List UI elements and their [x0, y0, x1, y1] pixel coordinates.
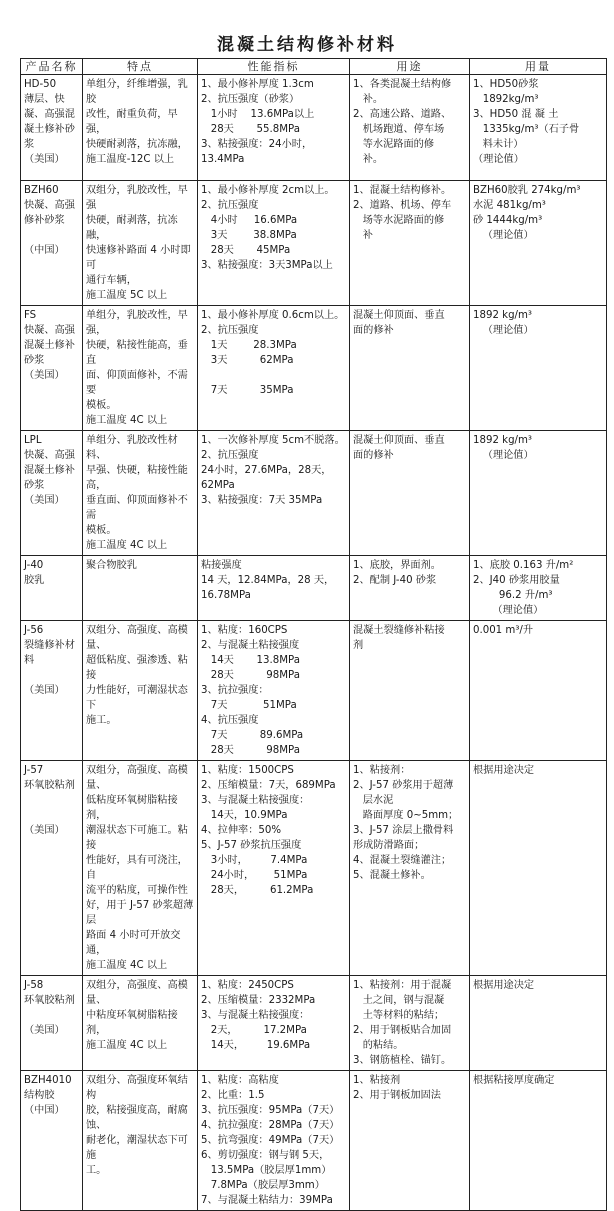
- uses-line: 的粘结。: [353, 1040, 404, 1051]
- product-name-line: BZH4010: [24, 1075, 72, 1086]
- features-line: 快速修补路面 4 小时即可: [86, 245, 191, 271]
- header-product-name: 产品名称: [21, 59, 83, 75]
- specs-line: 4小时 16.6MPa: [201, 215, 298, 226]
- features-line: 模板。: [86, 525, 117, 536]
- cell-features: [83, 556, 198, 621]
- amount-line: 料未计）: [473, 139, 524, 150]
- features-line: 施工温度 5C 以上: [86, 290, 168, 301]
- product-name-line: 环氧胶粘剂: [24, 995, 75, 1006]
- features-line: 施工。: [86, 715, 117, 726]
- cell-features: [83, 1071, 198, 1211]
- amount-line: 96.2 升/m³: [473, 590, 553, 601]
- specs-line: 14天， 19.6MPa: [201, 1040, 311, 1051]
- table-row: [21, 621, 607, 761]
- features-line: 快硬，粘接性能高，垂直: [86, 340, 188, 366]
- amount-line: （理论值）: [473, 154, 524, 165]
- product-name-line: 凝、高强混: [24, 109, 75, 120]
- cell-features: [83, 75, 198, 181]
- uses-line: 2、用于钢板贴合加固: [353, 1025, 452, 1036]
- product-name-line: BZH60: [24, 185, 59, 196]
- cell-features: [83, 431, 198, 556]
- features-line: 中粘度环氧树脂粘接剂，: [86, 1010, 178, 1036]
- features-line: 施工温度 4C 以上: [86, 540, 168, 551]
- amount-line: BZH60胶乳 274kg/m³: [473, 185, 581, 196]
- features-line: 单组分、乳胶改性材料、: [86, 435, 178, 461]
- specs-line: 2、抗压强度: [201, 450, 259, 461]
- specs-line: 3、粘接强度：24小时，13.4MPa: [201, 139, 313, 165]
- page-title: 混凝土结构修补材料: [217, 35, 397, 55]
- specs-line: 24小时，27.6MPa，28天，62MPa: [201, 465, 332, 491]
- product-name-line: FS: [24, 310, 37, 321]
- product-name-line: （美国）: [24, 685, 65, 696]
- cell-product-name: [21, 1071, 83, 1211]
- features-line: 垂直面、仰顶面修补不需: [86, 495, 188, 521]
- cell-product-name: [21, 181, 83, 306]
- uses-line: 2、J-57 砂浆用于超薄: [353, 780, 454, 791]
- product-name-line: 混凝土修补: [24, 340, 75, 351]
- specs-line: 28天 98MPa: [201, 670, 300, 681]
- specs-line: 14天 13.8MPa: [201, 655, 300, 666]
- specs-line: 3、抗压强度：95MPa（7天）: [201, 1105, 340, 1116]
- product-name-line: 快凝、高强: [24, 325, 75, 336]
- features-line: 模板。: [86, 400, 117, 411]
- cell-amount: [470, 621, 607, 761]
- features-line: 快硬，耐剥落，抗冻融，: [86, 215, 178, 241]
- specs-line: 2、抗压强度: [201, 200, 259, 211]
- specs-line: 7天 89.6MPa: [201, 730, 304, 741]
- specs-line: [201, 368, 346, 383]
- product-name-line: J-58: [24, 980, 44, 991]
- uses-line: 混凝土仰顶面、垂直: [353, 435, 445, 446]
- specs-line: 5、J-57 砂浆抗压强度: [201, 840, 302, 851]
- product-name-line: [24, 1008, 79, 1023]
- product-name-line: [24, 808, 79, 823]
- amount-line: 砂 1444kg/m³: [473, 215, 543, 226]
- specs-line: 2、抗压强度: [201, 325, 259, 336]
- uses-line: 形成防滑路面；: [353, 840, 425, 851]
- amount-line: 根据用途决定: [473, 980, 535, 991]
- specs-line: 2、比重：1.5: [201, 1090, 265, 1101]
- cell-uses: [350, 181, 470, 306]
- features-line: 路面 4 小时可开放交通，: [86, 930, 181, 956]
- uses-line: 补: [353, 230, 373, 241]
- features-line: 低粘度环氧树脂粘接剂，: [86, 795, 178, 821]
- table-row: [21, 761, 607, 976]
- product-name-line: （美国）: [24, 154, 65, 165]
- specs-line: 3、粘接强度：7天 35MPa: [201, 495, 323, 506]
- features-line: 聚合物胶乳: [86, 560, 137, 571]
- features-line: 通行车辆，: [86, 275, 137, 286]
- amount-line: 1892kg/m³: [473, 94, 539, 105]
- specs-line: 3天 38.8MPa: [201, 230, 297, 241]
- specs-line: 28天 45MPa: [201, 245, 291, 256]
- specs-line: 24小时， 51MPa: [201, 870, 308, 881]
- cell-product-name: [21, 75, 83, 181]
- cell-specs: [198, 306, 350, 431]
- cell-product-name: [21, 621, 83, 761]
- cell-features: [83, 761, 198, 976]
- uses-line: 4、混凝土裂缝灌注；: [353, 855, 452, 866]
- specs-line: 2、压缩模量：2332MPa: [201, 995, 316, 1006]
- uses-line: 1、粘接剂：: [353, 765, 411, 776]
- features-line: 单组分，纤维增强，乳胶: [86, 79, 188, 105]
- cell-specs: [198, 1071, 350, 1211]
- cell-amount: [470, 976, 607, 1071]
- uses-line: 1、各类混凝土结构修: [353, 79, 452, 90]
- uses-line: 面的修补: [353, 325, 394, 336]
- uses-line: 2、道路、机场、停车: [353, 200, 452, 211]
- cell-amount: [470, 556, 607, 621]
- uses-line: 土等材料的粘结；: [353, 1010, 445, 1021]
- specs-line: 1、粘度：160CPS: [201, 625, 288, 636]
- features-line: 双组分，高强度、高模量、: [86, 765, 188, 791]
- amount-line: 1、HD50砂浆: [473, 79, 539, 90]
- uses-line: 场等水泥路面的修: [353, 215, 445, 226]
- amount-line: （理论值）: [473, 325, 534, 336]
- features-line: 改性，耐重负荷，早强，: [86, 109, 178, 135]
- product-name-line: [24, 793, 79, 808]
- specs-line: 1、最小修补厚度 0.6cm以上。: [201, 310, 345, 321]
- features-line: 双组分，乳胶改性，早强: [86, 185, 188, 211]
- cell-specs: [198, 181, 350, 306]
- specs-line: 1、粘度：1500CPS: [201, 765, 294, 776]
- uses-line: 面的修补: [353, 450, 394, 461]
- header-uses: 用途: [350, 59, 470, 75]
- specs-line: 3小时， 7.4MPa: [201, 855, 308, 866]
- amount-line: （理论值）: [473, 230, 534, 241]
- product-name-line: （美国）: [24, 370, 65, 381]
- cell-amount: [470, 431, 607, 556]
- specs-line: 1、粘度：2450CPS: [201, 980, 294, 991]
- specs-line: 粘接强度: [201, 560, 242, 571]
- cell-specs: [198, 431, 350, 556]
- cell-product-name: [21, 761, 83, 976]
- materials-table: [20, 58, 607, 1211]
- uses-line: 1、底胶，界面剂。: [353, 560, 441, 571]
- amount-line: 1892 kg/m³: [473, 435, 532, 446]
- specs-line: 3、与混凝土粘接强度：: [201, 795, 310, 806]
- features-line: 单组分，乳胶改性，早强，: [86, 310, 188, 336]
- specs-line: 3、抗拉强度：: [201, 685, 269, 696]
- features-line: 早强、快硬，粘接性能高，: [86, 465, 188, 491]
- cell-features: [83, 306, 198, 431]
- product-name-line: （中国）: [24, 1105, 65, 1116]
- cell-uses: [350, 306, 470, 431]
- features-line: 流平的粘度，可操作性: [86, 885, 188, 896]
- cell-amount: [470, 181, 607, 306]
- product-name-line: [24, 228, 79, 243]
- uses-line: 3、J-57 涂层上撒骨料: [353, 825, 454, 836]
- specs-line: 1天 28.3MPa: [201, 340, 297, 351]
- features-line: 胶，粘接强度高，耐腐蚀、: [86, 1105, 188, 1131]
- product-name-line: J-56: [24, 625, 44, 636]
- cell-specs: [198, 976, 350, 1071]
- specs-line: 14天，10.9MPa: [201, 810, 288, 821]
- uses-line: 混凝土仰顶面、垂直: [353, 310, 445, 321]
- uses-line: 路面厚度 0~5mm；: [353, 810, 459, 821]
- product-name-line: 料: [24, 655, 35, 666]
- specs-line: 28天， 61.2MPa: [201, 885, 314, 896]
- uses-line: 5、混凝土修补。: [353, 870, 431, 881]
- product-name-line: （美国）: [24, 825, 65, 836]
- features-line: 潮湿状态下可施工。粘接: [86, 825, 188, 851]
- specs-line: 2、与混凝土粘接强度: [201, 640, 300, 651]
- table-row: [21, 181, 607, 306]
- cell-product-name: [21, 976, 83, 1071]
- cell-features: [83, 976, 198, 1071]
- uses-line: 补。: [353, 94, 384, 105]
- features-line: 面、仰顶面修补，不需要: [86, 370, 188, 396]
- features-line: 工。: [86, 1165, 107, 1176]
- product-name-line: 凝土修补砂: [24, 124, 75, 135]
- specs-line: 1小时 13.6MPa以上: [201, 109, 315, 120]
- cell-uses: [350, 976, 470, 1071]
- product-name-line: 胶乳: [24, 575, 45, 586]
- uses-line: 1、粘接剂: [353, 1075, 401, 1086]
- specs-line: 5、抗弯强度：49MPa（7天）: [201, 1135, 340, 1146]
- uses-line: 补。: [353, 154, 384, 165]
- product-name-line: [24, 668, 79, 683]
- cell-specs: [198, 761, 350, 976]
- cell-specs: [198, 556, 350, 621]
- cell-uses: [350, 431, 470, 556]
- features-line: 力性能好，可潮湿状态下: [86, 685, 188, 711]
- specs-line: 14 天，12.84MPa，28 天，: [201, 575, 335, 586]
- table-row: [21, 976, 607, 1071]
- features-line: 双组分，高强度、高模量、: [86, 980, 188, 1006]
- specs-line: 1、一次修补厚度 5cm不脱落。: [201, 435, 345, 446]
- amount-line: 根据粘接厚度确定: [473, 1075, 555, 1086]
- cell-product-name: [21, 431, 83, 556]
- cell-amount: [470, 761, 607, 976]
- product-name-line: LPL: [24, 435, 42, 446]
- cell-features: [83, 181, 198, 306]
- uses-line: 等水泥路面的修: [353, 139, 435, 150]
- cell-uses: [350, 556, 470, 621]
- amount-line: 2、J40 砂浆用胶量: [473, 575, 560, 586]
- product-name-line: （美国）: [24, 495, 65, 506]
- product-name-line: 快凝、高强: [24, 200, 75, 211]
- header-features: 特点: [83, 59, 198, 75]
- product-name-line: 混凝土修补: [24, 465, 75, 476]
- specs-line: 7天 51MPa: [201, 700, 297, 711]
- table-row: [21, 556, 607, 621]
- features-line: 耐老化，潮湿状态下可施: [86, 1135, 188, 1161]
- specs-line: 7、与混凝土粘结力：39MPa: [201, 1195, 333, 1206]
- product-name-line: 浆: [24, 139, 35, 150]
- amount-line: （理论值）: [473, 605, 544, 616]
- cell-specs: [198, 75, 350, 181]
- cell-product-name: [21, 306, 83, 431]
- uses-line: 剂: [353, 640, 364, 651]
- specs-line: 28天 98MPa: [201, 745, 300, 756]
- product-name-line: （中国）: [24, 245, 65, 256]
- cell-product-name: [21, 556, 83, 621]
- features-line: 双组分、高强度环氧结构: [86, 1075, 188, 1101]
- amount-line: 1、底胶 0.163 升/m²: [473, 560, 574, 571]
- product-name-line: 砂浆: [24, 355, 45, 366]
- specs-line: 6、剪切强度：钢与钢 5天，: [201, 1150, 330, 1161]
- amount-line: （理论值）: [473, 450, 534, 461]
- cell-features: [83, 621, 198, 761]
- features-line: 快硬耐剥落，抗冻融，: [86, 139, 188, 150]
- table-body: [21, 75, 607, 1211]
- table-row: [21, 306, 607, 431]
- specs-line: 1、最小修补厚度 1.3cm: [201, 79, 314, 90]
- cell-uses: [350, 621, 470, 761]
- product-name-line: 砂浆: [24, 480, 45, 491]
- specs-line: 4、拉伸率：50%: [201, 825, 282, 836]
- uses-line: 2、用于钢板加固法: [353, 1090, 441, 1101]
- specs-line: 28天 55.8MPa: [201, 124, 300, 135]
- header-specs: 性能指标: [198, 59, 350, 75]
- product-name-line: 结构胶: [24, 1090, 55, 1101]
- product-name-line: 快凝、高强: [24, 450, 75, 461]
- cell-specs: [198, 621, 350, 761]
- table-row: [21, 431, 607, 556]
- specs-line: 16.78MPa: [201, 590, 251, 601]
- specs-line: 3、与混凝土粘接强度：: [201, 1010, 310, 1021]
- cell-uses: [350, 1071, 470, 1211]
- specs-line: 7.8MPa（胶层厚3mm）: [201, 1180, 325, 1191]
- uses-line: 层水泥: [353, 795, 394, 806]
- product-name-line: 裂缝修补材: [24, 640, 75, 651]
- features-line: 施工温度 4C 以上: [86, 960, 168, 971]
- uses-line: 1、粘接剂：用于混凝: [353, 980, 452, 991]
- specs-line: 7天 35MPa: [201, 385, 294, 396]
- cell-uses: [350, 75, 470, 181]
- specs-line: 3天 62MPa: [201, 355, 294, 366]
- table-row: [21, 75, 607, 181]
- features-line: 施工温度 4C 以上: [86, 1040, 168, 1051]
- cell-uses: [350, 761, 470, 976]
- product-name-line: 薄层、快: [24, 94, 65, 105]
- cell-amount: [470, 75, 607, 181]
- specs-line: 3、粘接强度：3天3MPa以上: [201, 260, 333, 271]
- uses-line: 2、配制 J-40 砂浆: [353, 575, 437, 586]
- features-line: 好，用于 J-57 砂浆超薄层: [86, 900, 194, 926]
- amount-line: 0.001 m³/升: [473, 625, 534, 636]
- features-line: 双组分、高强度、高模量、: [86, 625, 188, 651]
- uses-line: 2、高速公路、道路、: [353, 109, 452, 120]
- uses-line: 1、混凝土结构修补。: [353, 185, 452, 196]
- specs-line: 4、抗拉强度：28MPa（7天）: [201, 1120, 340, 1131]
- specs-line: 13.5MPa（胶层厚1mm）: [201, 1165, 332, 1176]
- specs-line: 1、粘度：高粘度: [201, 1075, 279, 1086]
- amount-line: 3、HD50 混 凝 土: [473, 109, 559, 120]
- features-line: 超低粘度、强渗透、粘接: [86, 655, 188, 681]
- cell-amount: [470, 306, 607, 431]
- cell-amount: [470, 1071, 607, 1211]
- uses-line: 混凝土裂缝修补粘接: [353, 625, 445, 636]
- product-name-line: （美国）: [24, 1025, 65, 1036]
- amount-line: 根据用途决定: [473, 765, 535, 776]
- product-name-line: HD-50: [24, 79, 57, 90]
- amount-line: 1335kg/m³（石子骨: [473, 124, 580, 135]
- specs-line: 1、最小修补厚度 2cm以上。: [201, 185, 335, 196]
- table-header-row: [21, 59, 607, 75]
- product-name-line: J-40: [24, 560, 44, 571]
- product-name-line: J-57: [24, 765, 44, 776]
- table-row: [21, 1071, 607, 1211]
- features-line: 施工温度 4C 以上: [86, 415, 168, 426]
- product-name-line: 修补砂浆: [24, 215, 65, 226]
- amount-line: 1892 kg/m³: [473, 310, 532, 321]
- uses-line: 3、钢筋植栓、锚钉。: [353, 1055, 452, 1066]
- specs-line: 2、压缩模量：7天，689MPa: [201, 780, 336, 791]
- header-amount: 用量: [470, 59, 607, 75]
- specs-line: 2天， 17.2MPa: [201, 1025, 307, 1036]
- uses-line: 土之间，钢与混凝: [353, 995, 445, 1006]
- specs-line: 2、抗压强度（砂浆）: [201, 94, 300, 105]
- uses-line: 机场跑道、停车场: [353, 124, 445, 135]
- product-name-line: 环氧胶粘剂: [24, 780, 75, 791]
- specs-line: 4、抗压强度: [201, 715, 259, 726]
- amount-line: 水泥 481kg/m³: [473, 200, 546, 211]
- features-line: 施工温度-12C 以上: [86, 154, 175, 165]
- features-line: 性能好，具有可浇注，自: [86, 855, 188, 881]
